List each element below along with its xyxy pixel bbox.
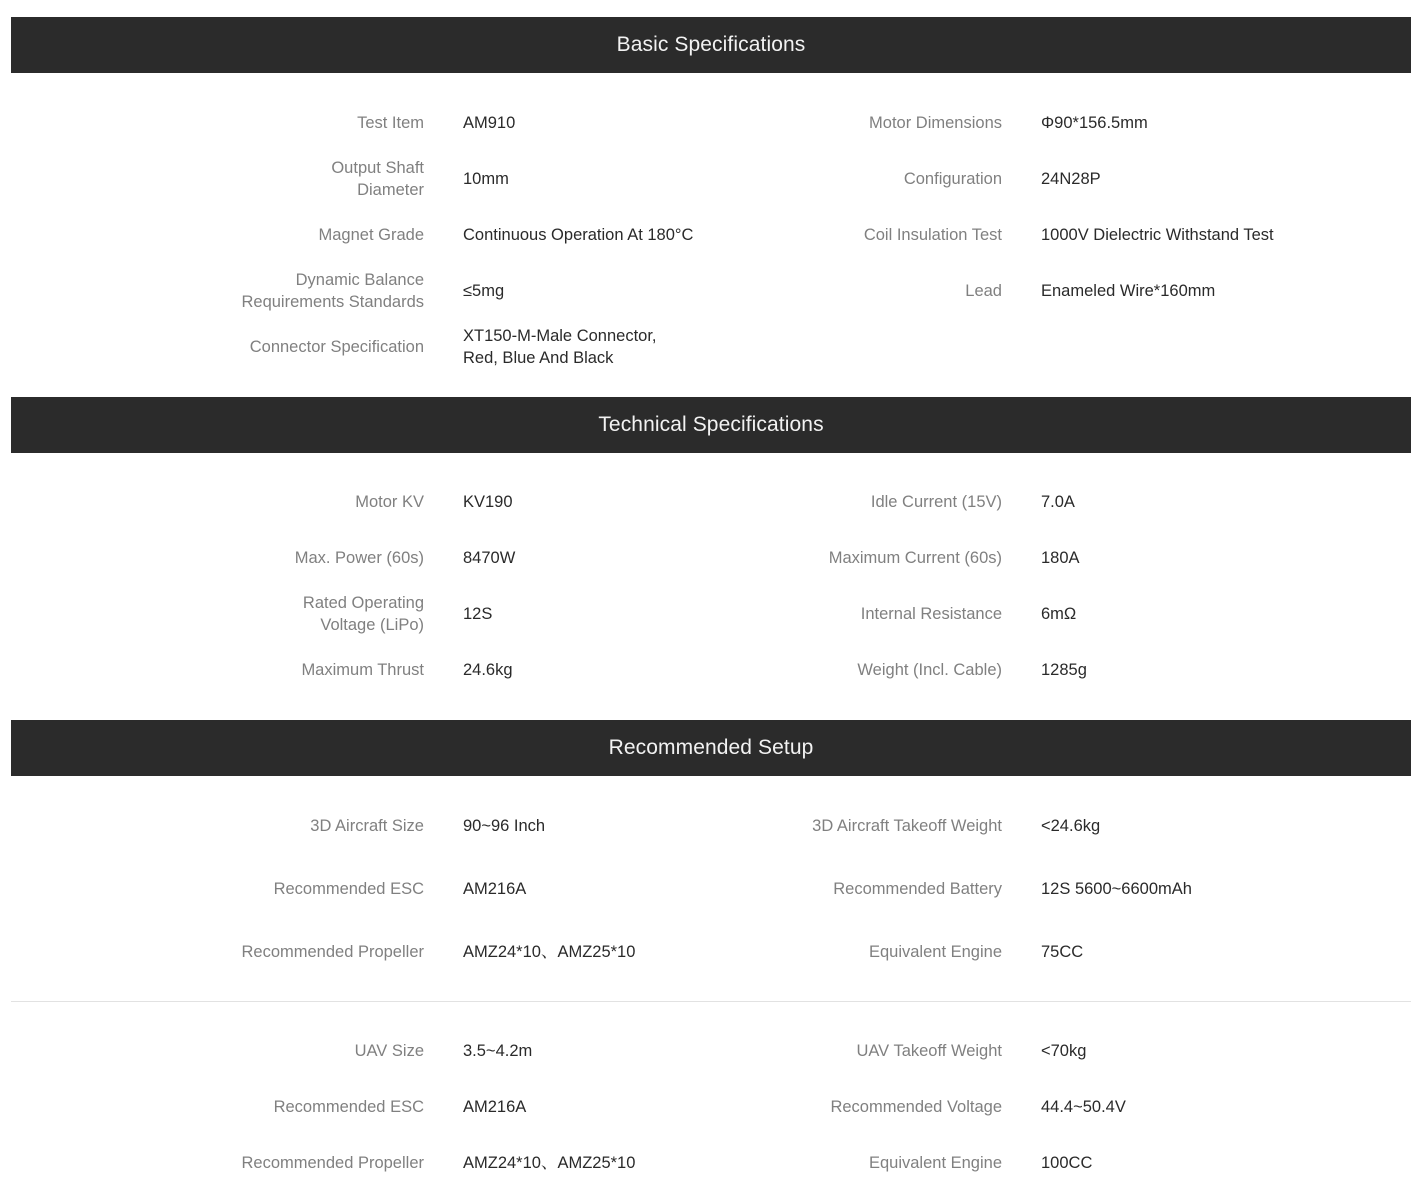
technical-specifications-header: Technical Specifications: [11, 397, 1411, 453]
spec-label: Dynamic Balance Requirements Standards: [241, 271, 424, 311]
spec-value: Φ90*156.5mm: [1041, 114, 1148, 132]
spec-value: XT150-M-Male Connector, Red, Blue And Black: [463, 327, 657, 367]
spec-label: Output Shaft Diameter: [331, 159, 424, 199]
spec-label: Motor Dimensions: [869, 114, 1002, 132]
spec-value: 6mΩ: [1041, 605, 1077, 623]
spec-label: 3D Aircraft Takeoff Weight: [812, 817, 1002, 835]
spec-label: UAV Size: [354, 1042, 424, 1060]
spec-value: 1000V Dielectric Withstand Test: [1041, 226, 1274, 244]
spec-value: 90~96 Inch: [463, 817, 546, 835]
spec-value: 180A: [1041, 549, 1080, 567]
spec-label: Recommended Propeller: [241, 1154, 424, 1172]
spec-value: AM910: [463, 114, 516, 132]
spec-label: Recommended Voltage: [830, 1098, 1002, 1116]
spec-label: UAV Takeoff Weight: [856, 1042, 1002, 1060]
spec-label: Motor KV: [355, 493, 424, 511]
spec-value: AM216A: [463, 1098, 527, 1116]
spec-value: 44.4~50.4V: [1041, 1098, 1126, 1116]
basic-specifications-header: Basic Specifications: [11, 17, 1411, 73]
spec-label: Configuration: [903, 170, 1002, 188]
spec-label: Equivalent Engine: [868, 1154, 1002, 1172]
spec-value: ≤5mg: [463, 282, 505, 300]
spec-value: <24.6kg: [1041, 817, 1101, 835]
spec-label: 3D Aircraft Size: [310, 817, 424, 835]
spec-label: Test Item: [357, 114, 424, 132]
spec-label: Max. Power (60s): [294, 549, 424, 567]
section-divider: [11, 1001, 1411, 1002]
spec-label: Maximum Current (60s): [828, 549, 1002, 567]
spec-label: Recommended Propeller: [241, 943, 424, 961]
recommended-setup-header: Recommended Setup: [11, 720, 1411, 776]
spec-value: 10mm: [463, 170, 509, 188]
spec-label: Coil Insulation Test: [863, 226, 1002, 244]
spec-value: 8470W: [463, 549, 516, 567]
spec-label: Recommended Battery: [833, 880, 1002, 898]
spec-value: 24.6kg: [463, 661, 513, 679]
spec-label: Connector Specification: [249, 338, 424, 356]
spec-value: 75CC: [1041, 943, 1084, 961]
spec-label: Lead: [965, 282, 1002, 300]
spec-label: Equivalent Engine: [868, 943, 1002, 961]
spec-label: Idle Current (15V): [870, 493, 1002, 511]
spec-value: KV190: [463, 493, 513, 511]
spec-value: AMZ24*10、AMZ25*10: [463, 943, 636, 961]
spec-value: Enameled Wire*160mm: [1041, 282, 1216, 300]
spec-value: 12S 5600~6600mAh: [1041, 880, 1192, 898]
spec-value: 3.5~4.2m: [463, 1042, 533, 1060]
spec-label: Maximum Thrust: [301, 661, 424, 679]
spec-label: Magnet Grade: [318, 226, 424, 244]
spec-value: AM216A: [463, 880, 527, 898]
spec-value: 12S: [463, 605, 493, 623]
spec-value: <70kg: [1041, 1042, 1087, 1060]
spec-value: 7.0A: [1041, 493, 1075, 511]
spec-label: Internal Resistance: [860, 605, 1002, 623]
spec-value: 1285g: [1041, 661, 1087, 679]
spec-label: Recommended ESC: [273, 880, 424, 898]
spec-label: Rated Operating Voltage (LiPo): [302, 594, 424, 634]
spec-value: 24N28P: [1041, 170, 1101, 188]
spec-label: Weight (Incl. Cable): [857, 661, 1002, 679]
spec-label: Recommended ESC: [273, 1098, 424, 1116]
spec-value: AMZ24*10、AMZ25*10: [463, 1154, 636, 1172]
spec-value: 100CC: [1041, 1154, 1093, 1172]
spec-value: Continuous Operation At 180°C: [463, 226, 694, 244]
